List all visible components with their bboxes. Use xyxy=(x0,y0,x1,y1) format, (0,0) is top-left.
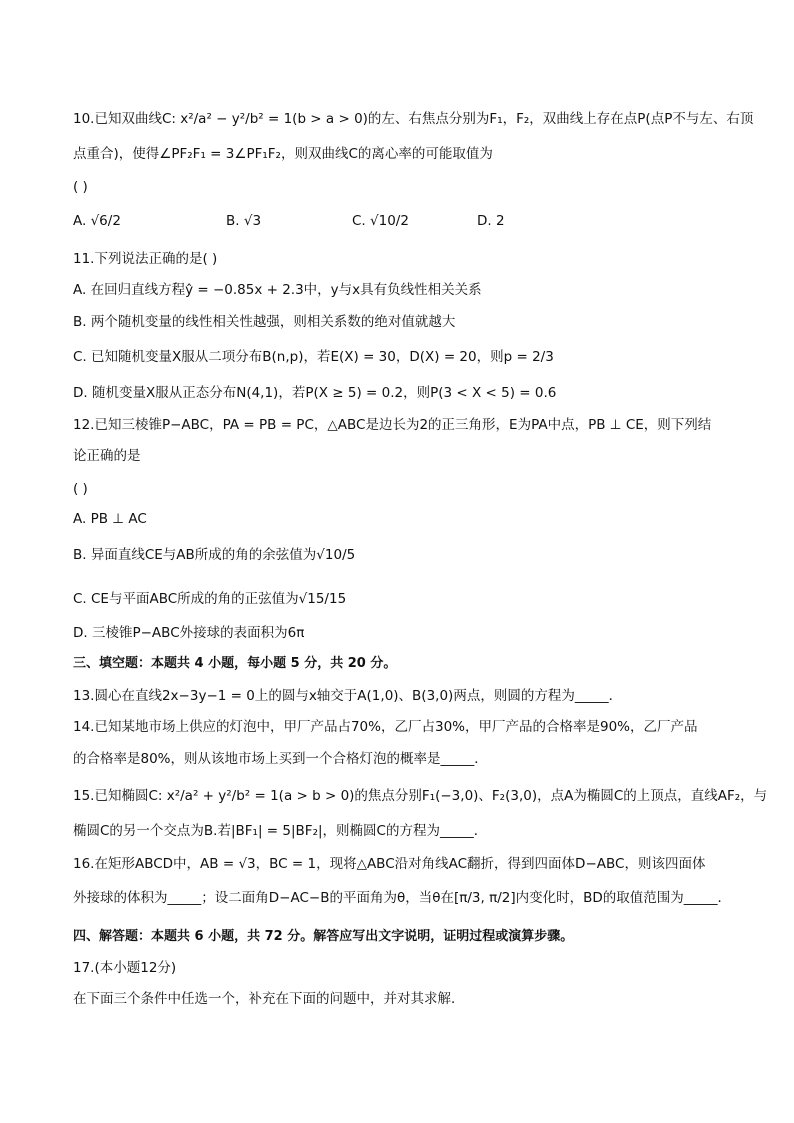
section-3-heading: 三、填空题：本题共 4 小题，每小题 5 分，共 20 分。 xyxy=(73,656,397,671)
q10-option-c: C. √10/2 xyxy=(352,213,409,229)
q11-option-c: C. 已知随机变量X服从二项分布B(n,p)，若E(X) = 30，D(X) = 20，则p = 2/3 xyxy=(73,349,554,365)
q12-option-b: B. 异面直线CE与AB所成的角的余弦值为√10/5 xyxy=(73,547,356,563)
q12-line1: 12.已知三棱锥P−ABC，PA = PB = PC，△ABC是边长为2的正三角形，E为PA中点，PB ⊥ CE，则下列结 xyxy=(73,417,712,433)
q10-answer-paren: ( ) xyxy=(73,179,88,195)
q10-line1: 10.已知双曲线C: x²/a² − y²/b² = 1(b > a > 0)的左、右焦点分别为F₁，F₂，双曲线上存在点P(点P不与左、右顶 xyxy=(73,111,754,127)
q17-title: 17.(本小题12分) xyxy=(73,960,177,976)
q15-line2: 椭圆C的另一个交点为B.若|BF₁| = 5|BF₂|，则椭圆C的方程为_____． xyxy=(73,823,488,839)
q13: 13.圆心在直线2x−3y−1 = 0上的圆与x轴交于A(1,0)、B(3,0)两点，则圆的方程为_____． xyxy=(73,688,623,704)
q10-option-b: B. √3 xyxy=(226,213,262,229)
q10-option-d: D. 2 xyxy=(477,213,505,229)
q11-option-d: D. 随机变量X服从正态分布N(4,1)，若P(X ≥ 5) = 0.2，则P(3 < X < 5) = 0.6 xyxy=(73,385,557,401)
q12-option-a: A. PB ⊥ AC xyxy=(73,511,147,527)
q16-line2: 外接球的体积为_____；设二面角D−AC−B的平面角为θ，当θ在[π/3, π/2]内变化时，BD的取值范围为_____． xyxy=(73,890,732,906)
q11-option-b: B. 两个随机变量的线性相关性越强，则相关系数的绝对值就越大 xyxy=(73,314,456,330)
section-4-heading: 四、解答题：本题共 6 小题，共 72 分。解答应写出文字说明，证明过程或演算步骤。 xyxy=(73,929,574,944)
q10-option-a: A. √6/2 xyxy=(73,213,121,229)
q12-option-d: D. 三棱锥P−ABC外接球的表面积为6π xyxy=(73,625,305,641)
q12-option-c: C. CE与平面ABC所成的角的正弦值为√15/15 xyxy=(73,591,347,607)
q11-stem: 11.下列说法正确的是( ) xyxy=(73,251,218,267)
q10-line2: 点重合)，使得∠PF₂F₁ = 3∠PF₁F₂，则双曲线C的离心率的可能取值为 xyxy=(73,146,493,162)
q16-line1: 16.在矩形ABCD中，AB = √3，BC = 1，现将△ABC沿对角线AC翻折，得到四面体D−ABC，则该四面体 xyxy=(73,856,706,872)
q12-line2: 论正确的是 xyxy=(73,448,141,464)
q15-line1: 15.已知椭圆C: x²/a² + y²/b² = 1(a > b > 0)的焦点分别F₁(−3,0)、F₂(3,0)，点A为椭圆C的上顶点，直线AF₂，与 xyxy=(73,788,768,804)
q12-answer-paren: ( ) xyxy=(73,481,88,497)
q17-line1: 在下面三个条件中任选一个，补充在下面的问题中，并对其求解． xyxy=(73,991,465,1007)
q14-line1: 14.已知某地市场上供应的灯泡中，甲厂产品占70%，乙厂占30%，甲厂产品的合格率是90%，乙厂产品 xyxy=(73,719,698,735)
q11-option-a: A. 在回归直线方程ŷ = −0.85x + 2.3中，y与x具有负线性相关关系 xyxy=(73,282,482,298)
q14-line2: 的合格率是80%，则从该地市场上买到一个合格灯泡的概率是_____． xyxy=(73,751,488,767)
